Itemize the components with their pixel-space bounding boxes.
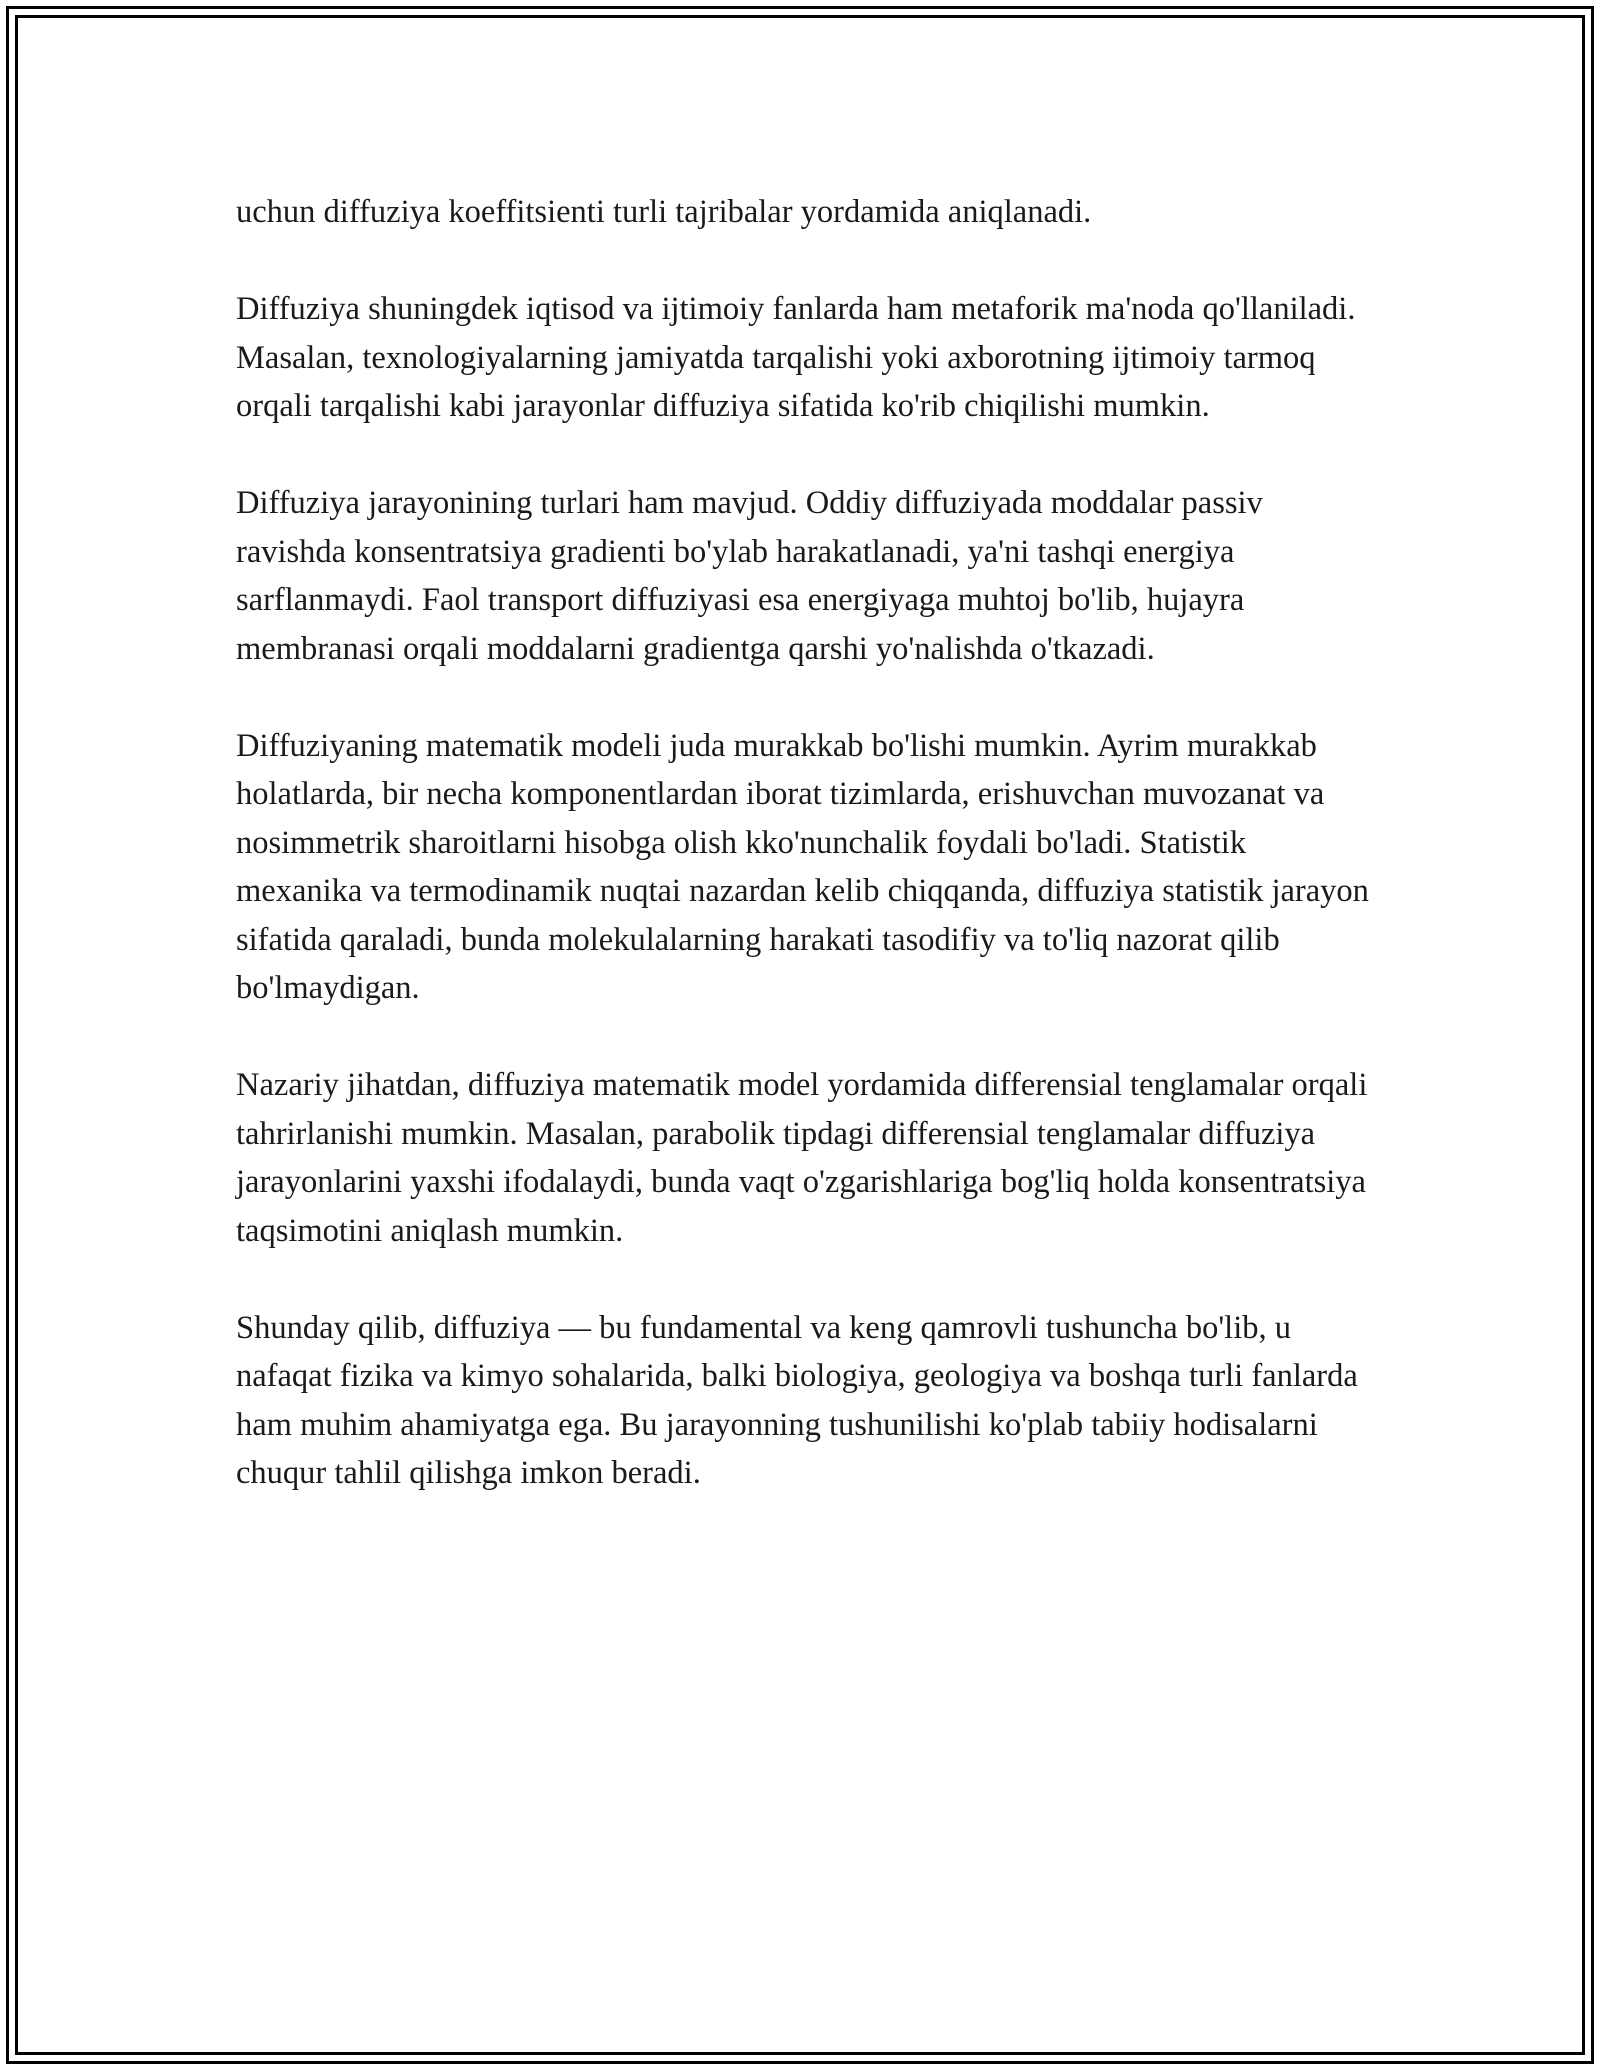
paragraph-5: Nazariy jihatdan, diffuziya matematik model yordamida differensial tenglamalar orqali tahrirlanishi mumkin. Masalan, parabolik tipdagi differensial tenglamalar diffuziya jarayonlarini yaxshi ifodalaydi, bunda vaqt o'zgarishlariga bog'liq holda konsentratsiya taqsimotini aniqlash mumkin.: [236, 1067, 1368, 1249]
document-body: [236, 188, 1376, 1546]
paragraph-6: Shunday qilib, diffuziya — bu fundamental va keng qamrovli tushuncha bo'lib, u nafaqat fizika va kimyo sohalarida, balki biologiya, geologiya va boshqa turli fanlarda ham muhim ahamiyatga ega. Bu jarayonning tushunilishi ko'plab tabiiy hodisalarni chuqur tahlil qilishga imkon beradi.: [236, 1309, 1358, 1491]
paragraph-1: uchun diffuziya koeffitsienti turli tajribalar yordamida aniqlanadi.: [236, 194, 1092, 230]
paragraph-4: Diffuziyaning matematik modeli juda murakkab bo'lishi mumkin. Ayrim murakkab holatlarda, bir necha komponentlardan iborat tizimlarda, erishuvchan muvozanat va nosimmetrik sharoitlarni hisobga olish kko'nunchalik foydali bo'ladi. Statistik mexanika va termodinamik nuqtai nazardan kelib chiqqanda, diffuziya statistik jarayon sifatida qaraladi, bunda molekulalarning harakati tasodifiy va to'liq nazorat qilib bo'lmaydigan.: [236, 727, 1369, 1006]
paragraph-2: Diffuziya shuningdek iqtisod va ijtimoiy fanlarda ham metaforik ma'noda qo'llaniladi. Masalan, texnologiyalarning jamiyatda tarqalishi yoki axborotning ijtimoiy tarmoq orqali tarqalishi kabi jarayonlar diffuziya sifatida ko'rib chiqilishi mumkin.: [236, 291, 1356, 424]
paragraph-3: Diffuziya jarayonining turlari ham mavjud. Oddiy diffuziyada moddalar passiv ravishda konsentratsiya gradienti bo'ylab harakatlanadi, ya'ni tashqi energiya sarflanmaydi. Faol transport diffuziyasi esa energiyaga muhtoj bo'lib, hujayra membranasi orqali moddalarni gradientga qarshi yo'nalishda o'tkazadi.: [236, 485, 1263, 667]
